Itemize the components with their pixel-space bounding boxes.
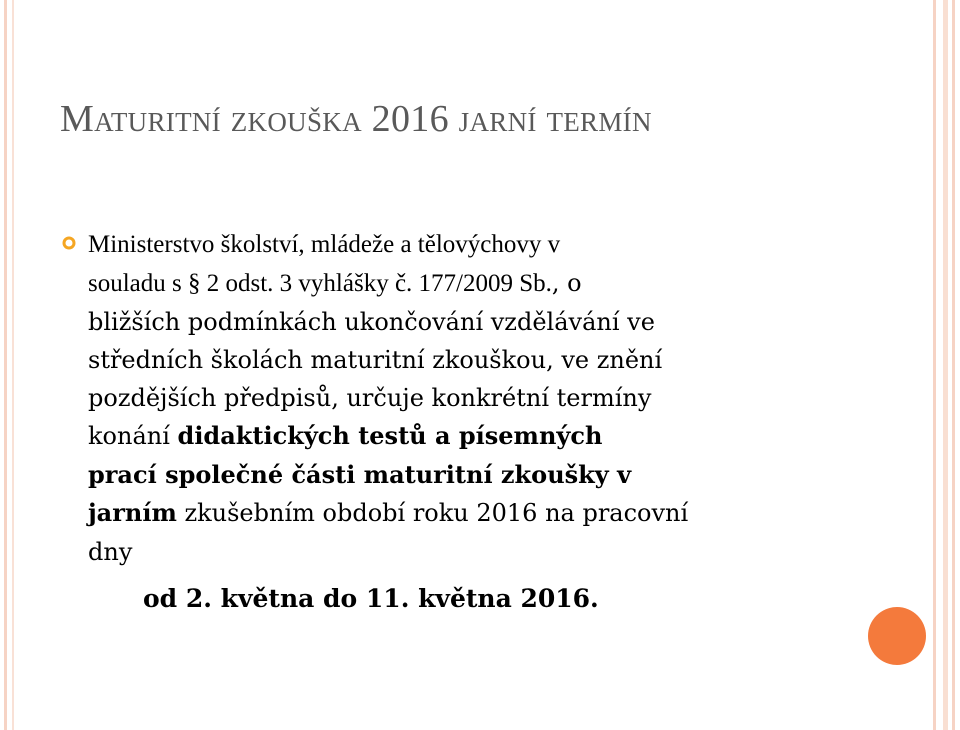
body-line — [88, 456, 848, 494]
body-emphasis: didaktických testů a písemných — [177, 421, 603, 450]
body-emphasis: prací společné části maturitní zkoušky v — [88, 460, 632, 489]
body-line — [88, 226, 848, 264]
body-text: konání — [88, 422, 178, 450]
body-text: , o — [551, 269, 582, 297]
decorative-stripe — [12, 0, 14, 730]
decorative-stripe — [933, 0, 936, 730]
body-text: středních školách maturitní zkouškou, ve znění — [88, 346, 663, 374]
body-text: Ministerstvo školství, mládeže a tělovýchovy v — [88, 231, 561, 258]
body-line — [88, 379, 848, 417]
body-text: souladu s § 2 odst. 3 vyhlášky č. 177/2009 Sb. — [88, 270, 552, 297]
slide-title: Maturitní zkouška 2016 jarní termín — [60, 98, 652, 140]
body-text: dny — [88, 538, 133, 566]
body-line — [88, 303, 848, 341]
body-paragraph — [88, 226, 848, 571]
body-text: zkušebním období roku 2016 na pracovní — [176, 499, 689, 527]
decorative-stripe — [952, 0, 955, 730]
body-emphasis: jarním — [88, 498, 177, 527]
body-line — [88, 417, 848, 456]
decorative-stripe — [943, 0, 948, 730]
decorative-stripe — [4, 0, 7, 730]
date-range: od 2. května do 11. května 2016. — [143, 584, 599, 613]
body-line — [88, 494, 848, 533]
ring-bullet-icon — [62, 236, 76, 250]
body-text: bližších podmínkách ukončování vzdělávání ve — [88, 308, 655, 336]
body-line — [88, 264, 848, 303]
body-line — [88, 533, 848, 571]
orange-circle-decoration — [868, 607, 926, 665]
body-line — [88, 341, 848, 379]
body-text: pozdějších předpisů, určuje konkrétní termíny — [88, 384, 652, 412]
